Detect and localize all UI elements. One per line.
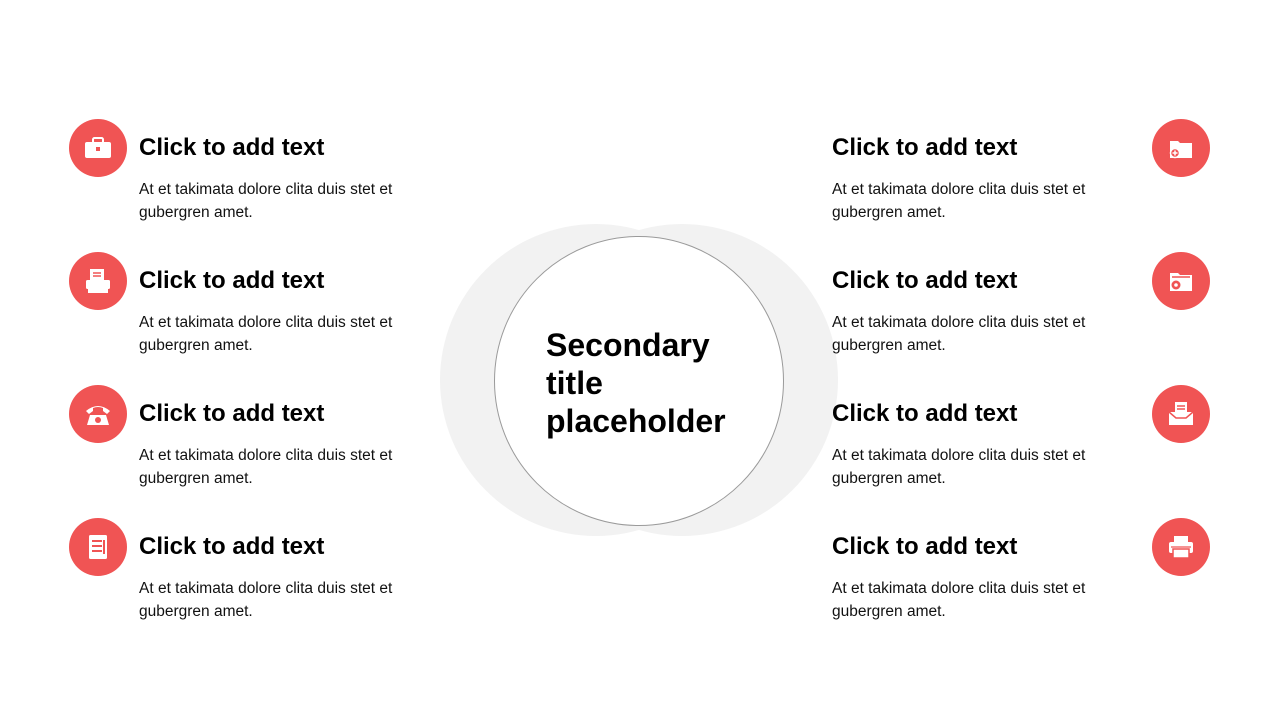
telephone-icon (69, 385, 127, 443)
item-heading[interactable]: Click to add text (139, 267, 325, 294)
left-item-2 (139, 267, 429, 357)
item-heading[interactable]: Click to add text (139, 533, 325, 560)
item-body[interactable]: At et takimata dolore clita duis stet et gubergren amet. (139, 447, 393, 487)
item-heading[interactable]: Click to add text (139, 400, 325, 427)
document-icon (69, 518, 127, 576)
left-item-4 (139, 533, 429, 623)
folder-settings-icon (1152, 252, 1210, 310)
briefcase-icon (69, 119, 127, 177)
right-item-2 (832, 267, 1122, 357)
left-item-3 (139, 400, 429, 490)
item-heading[interactable]: Click to add text (832, 400, 1018, 427)
folder-add-icon (1152, 119, 1210, 177)
left-item-1 (139, 134, 429, 224)
printer-paper-icon (69, 252, 127, 310)
item-heading[interactable]: Click to add text (832, 533, 1018, 560)
right-item-3 (832, 400, 1122, 490)
item-body[interactable]: At et takimata dolore clita duis stet et gubergren amet. (139, 181, 393, 221)
printer-icon (1152, 518, 1210, 576)
item-heading[interactable]: Click to add text (139, 134, 325, 161)
secondary-title-placeholder[interactable]: Secondary title placeholder (546, 327, 726, 439)
item-body[interactable]: At et takimata dolore clita duis stet et gubergren amet. (832, 181, 1086, 221)
item-body[interactable]: At et takimata dolore clita duis stet et gubergren amet. (832, 447, 1086, 487)
right-item-1 (832, 134, 1122, 224)
inbox-tray-icon (1152, 385, 1210, 443)
item-body[interactable]: At et takimata dolore clita duis stet et gubergren amet. (832, 314, 1086, 354)
item-body[interactable]: At et takimata dolore clita duis stet et gubergren amet. (832, 580, 1086, 620)
item-heading[interactable]: Click to add text (832, 134, 1018, 161)
item-body[interactable]: At et takimata dolore clita duis stet et gubergren amet. (139, 580, 393, 620)
item-heading[interactable]: Click to add text (832, 267, 1018, 294)
right-item-4 (832, 533, 1122, 623)
item-body[interactable]: At et takimata dolore clita duis stet et gubergren amet. (139, 314, 393, 354)
